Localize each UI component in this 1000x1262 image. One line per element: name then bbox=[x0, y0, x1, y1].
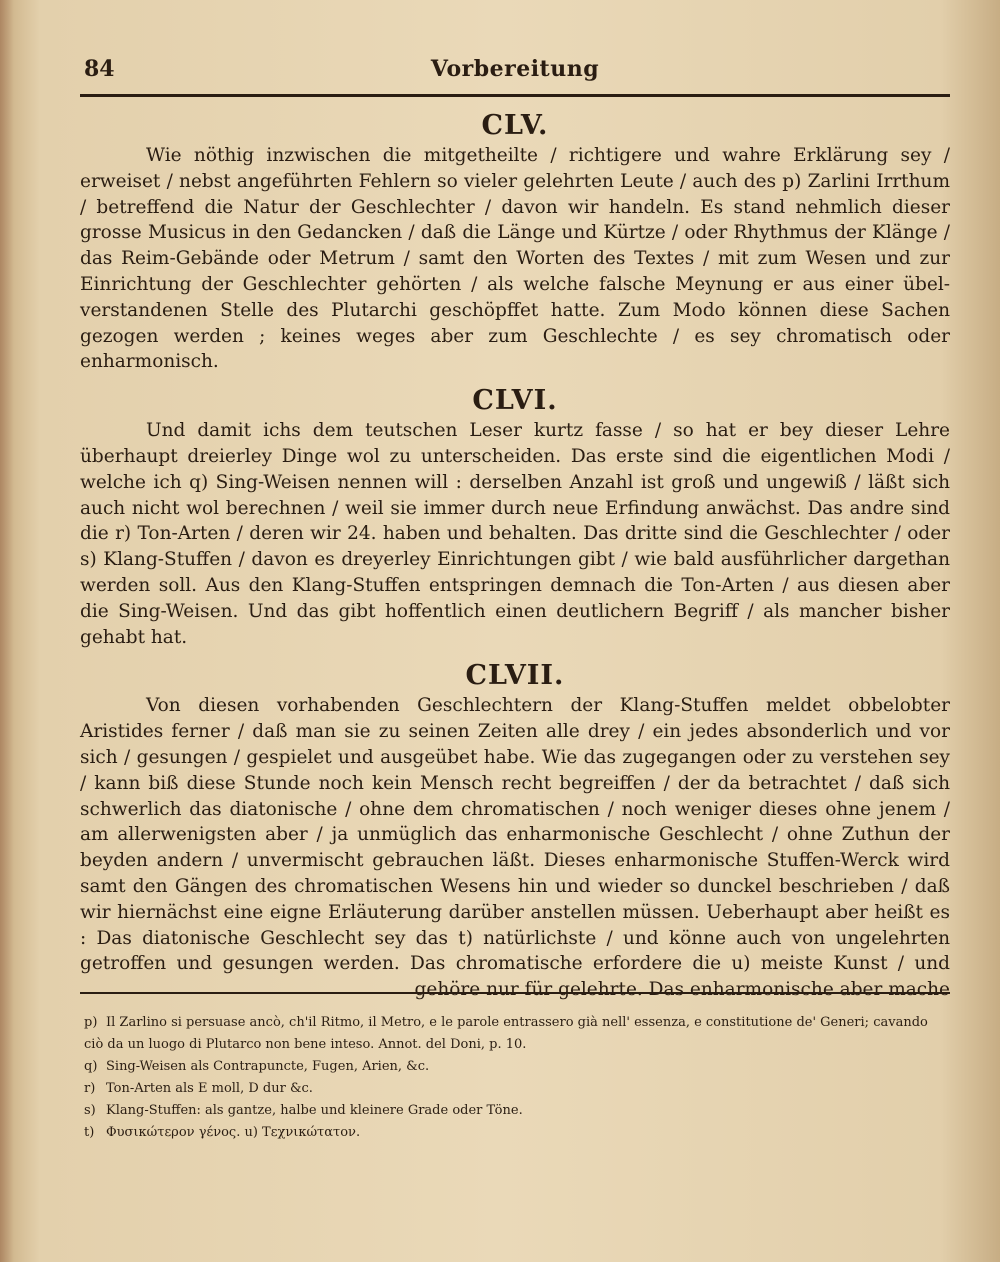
footnote-mark: q) bbox=[84, 1059, 98, 1074]
footnote-mark: t) bbox=[84, 1125, 95, 1140]
footnote-mark: p) bbox=[84, 1015, 98, 1030]
section-text-clvi: Und damit ichs dem teutschen Leser kurtz fasse / so hat er bey dieser Lehre überhaupt dreierley Dinge wol zu unterscheiden. Das erste sind die eigentlichen Modi / welche ich q) Sing-Weisen nennen will : derselben Anzahl ist groß und ungewiß / läßt sich auch nicht wol berechnen / weil sie immer durch neue Erfindung anwächst. Das andre sind die r) Ton-Arten / deren wir 24. haben und behalten. Das dritte sind die Geschlechter / oder s) Klang-Stuffen / davon es dreyerley Einrichtungen gibt / wie bald ausführlicher dargethan werden soll. Aus den Klang-Stuffen entspringen demnach die Ton-Arten / aus diesen aber die Sing-Weisen. Und das gibt hoffentlich einen deutlichern Begriff / als mancher bisher gehabt hat. bbox=[80, 420, 950, 648]
main-text bbox=[80, 104, 950, 1003]
section-heading-clv: CLV. bbox=[481, 110, 549, 141]
footnote-text: Klang-Stuffen: als gantze, halbe und kleinere Grade oder Töne. bbox=[106, 1103, 523, 1118]
footnote-mark: s) bbox=[84, 1103, 96, 1118]
footnote-p bbox=[84, 1012, 950, 1056]
section-text-clv: Wie nöthig inzwischen die mitgetheilte / richtigere und wahre Erklärung sey / erweiset / nebst angeführten Fehlern so vieler gelehrten Leute / auch des p) Zarlini Irrthum / betreffend die Natur der Geschlechter / davon wir handeln. Es stand nehmlich dieser grosse Musicus in den Gedancken / daß die Länge und Kürtze / oder Rhythmus der Klänge / das Reim-Gebände oder Metrum / samt den Worten des Textes / mit zum Wesen und zur Einrichtung der Geschlechter gehörten / als welche falsche Meynung er aus einer übel-verstandenen Stelle des Plutarchi geschöpffet hatte. Zum Modo können diese Sachen gezogen werden ; keines weges aber zum Geschlechte / es sey chromatisch oder enharmonisch. bbox=[80, 145, 950, 373]
page-number: 84 bbox=[84, 56, 115, 82]
footnote-r bbox=[84, 1078, 950, 1100]
footnote-q bbox=[84, 1056, 950, 1078]
section-heading-clvi: CLVI. bbox=[472, 385, 558, 417]
footnote-text: Il Zarlino si persuase ancò, ch'il Ritmo, il Metro, e le parole entrassero già nell' essenza, e constitutione de' Generi; cavando ciò da un luogo di Plutarco non bene inteso. Annot. del Doni, p. 10. bbox=[84, 1015, 928, 1052]
section-heading-clvii: CLVII. bbox=[465, 660, 565, 692]
footnote-text: Ton-Arten als E moll, D dur &c. bbox=[106, 1081, 313, 1096]
section-text-clvii: Von diesen vorhabenden Geschlechtern der Klang-Stuffen meldet obbelobter Aristides ferner / daß man sie zu seinen Zeiten alle drey / ein jedes absonderlich und vor sich / gesungen / gespielet und ausgeübet habe. Wie das zugegangen oder zu verstehen sey / kann biß diese Stunde noch kein Mensch recht begreiffen / der da betrachtet / daß sich schwerlich das diatonische / ohne dem chromatischen / noch weniger dieses ohne jenem / am allerwenigsten aber / ja unmüglich das enharmonische Geschlecht / ohne Zuthun der beyden andern / unvermischt gebrauchen läßt. Dieses enharmonische Stuffen-Werck wird samt den Gängen des chromatischen Wesens hin und wieder so dunckel beschrieben / daß wir hiernächst eine eigne Erläuterung darüber anstellen müssen. Ueberhaupt aber heißt es : Das diatonische Geschlecht sey das t) natürlichste / und könne auch von ungelehrten getroffen und gesungen werden. Das chromatische erfordere die u) meiste Kunst / und gehöre nur für gelehrte. Das enharmonische aber mache bbox=[80, 695, 950, 1001]
page-header bbox=[80, 52, 950, 92]
footnote-mark: r) bbox=[84, 1081, 96, 1096]
header-rule bbox=[80, 94, 950, 97]
footnote-text: Sing-Weisen als Contrapuncte, Fugen, Arien, &c. bbox=[106, 1059, 430, 1074]
footnote-text: Φυσικώτερον γένος. u) Τεχνικώτατον. bbox=[106, 1125, 361, 1140]
footnotes bbox=[84, 1012, 950, 1144]
running-head: Vorbereitung bbox=[430, 56, 600, 82]
footnote-rule bbox=[80, 992, 950, 994]
footnote-s bbox=[84, 1100, 950, 1122]
footnote-t-u bbox=[84, 1122, 950, 1144]
